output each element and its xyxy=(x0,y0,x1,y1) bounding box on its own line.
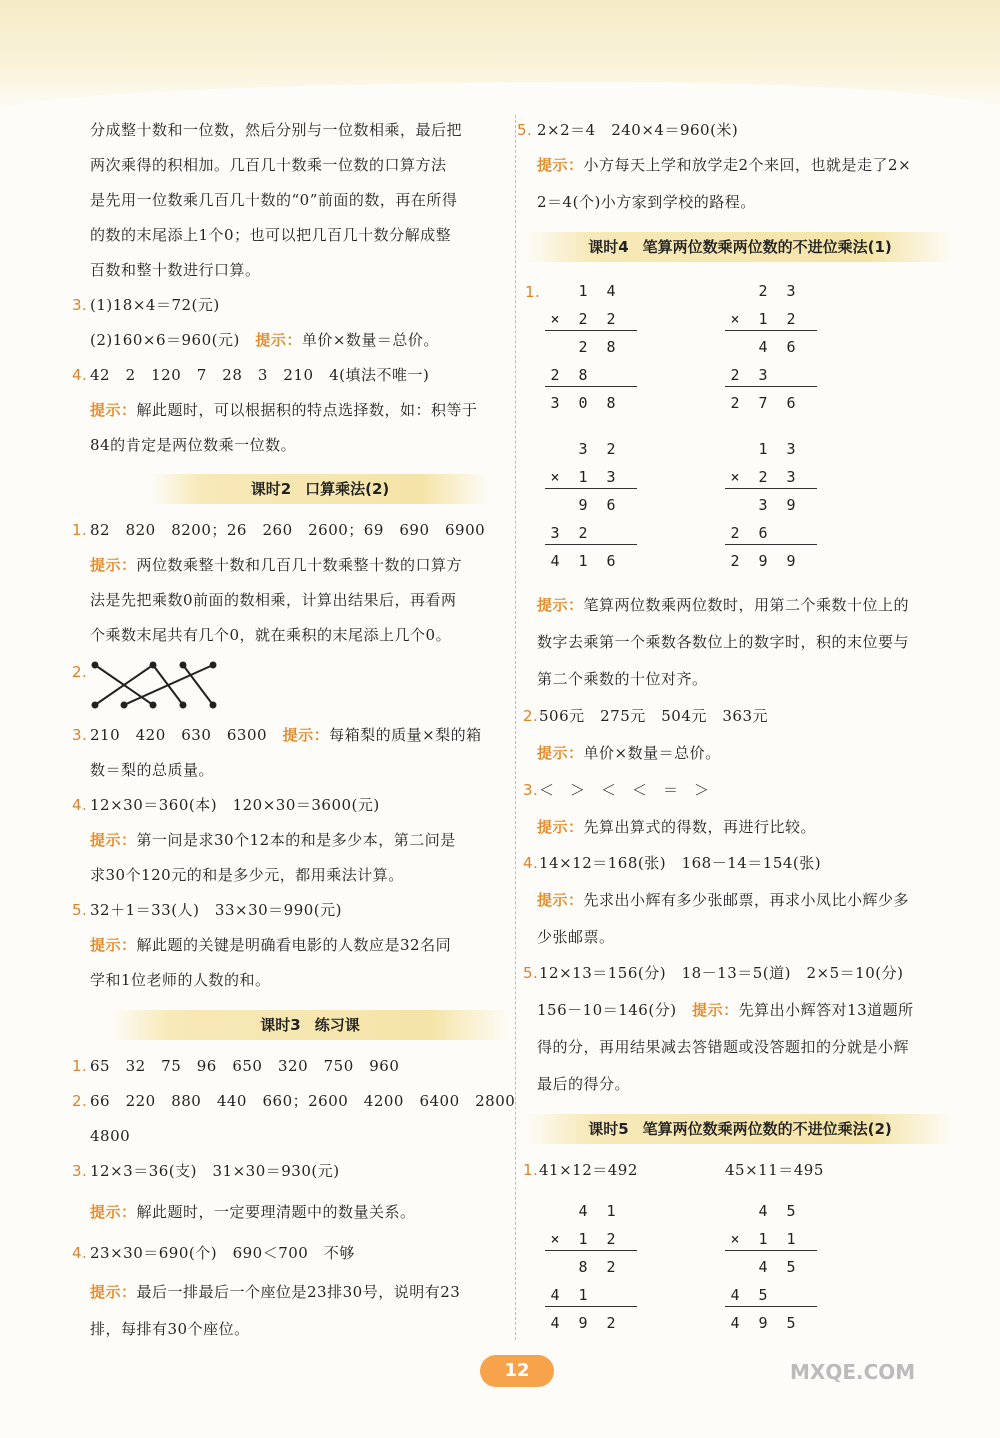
question-number: 5. xyxy=(72,901,88,919)
answer-line: 12×30＝360(本) 120×30＝3600(元) xyxy=(90,796,380,814)
tip-label: 提示： xyxy=(90,936,137,954)
vm-digit: 1 xyxy=(758,1230,768,1248)
vm-rule xyxy=(545,1250,637,1251)
vm-digit: 5 xyxy=(786,1202,796,1220)
vm-digit: 4 xyxy=(730,1314,740,1332)
vm-rule xyxy=(545,488,637,489)
tip-label: 提示： xyxy=(90,831,137,849)
vm-row xyxy=(545,496,635,516)
vm-digit: 2 xyxy=(758,282,768,300)
question-number: 4. xyxy=(523,854,539,872)
tip-text: 先求出小辉有多少张邮票，再求小凤比小辉少多 xyxy=(583,891,910,909)
question-number: 3. xyxy=(72,1162,88,1180)
vm-digit: 3 xyxy=(578,440,588,458)
matching-diagram xyxy=(90,660,220,710)
vm-digit: 3 xyxy=(786,440,796,458)
vm-row xyxy=(545,1314,635,1334)
tip-line: 第二个乘数的十位对齐。 xyxy=(537,670,708,688)
tip-line: 个乘数末尾共有几个0，就在乘积的末尾添上几个0。 xyxy=(90,626,452,644)
vm-row xyxy=(725,1286,815,1306)
tip-line xyxy=(90,1282,460,1302)
answer-line: 2×2＝4 240×4＝960(米) xyxy=(537,121,739,139)
vm-rule xyxy=(545,1306,637,1307)
vm-row xyxy=(545,282,635,302)
vm-digit: 6 xyxy=(786,338,796,356)
answer-line: 32＋1＝33(人) 33×30＝990(元) xyxy=(90,901,342,919)
vm-row xyxy=(725,468,815,488)
vm-row xyxy=(725,524,815,544)
vm-digit: 4 xyxy=(606,282,616,300)
vm-digit: 9 xyxy=(578,496,588,514)
answer-line: 14×12＝168(张) 168－14＝154(张) xyxy=(539,854,822,872)
lesson-heading xyxy=(525,232,955,262)
answer-line: 42 2 120 7 28 3 210 4(填法不唯一) xyxy=(90,366,430,384)
vm-digit: 0 xyxy=(578,394,588,412)
vm-digit: 6 xyxy=(606,496,616,514)
vm-digit: 4 xyxy=(758,1202,768,1220)
vm-digit: 5 xyxy=(786,1314,796,1332)
vm-digit: 4 xyxy=(758,338,768,356)
vm-digit: 2 xyxy=(730,524,740,542)
vm-row xyxy=(545,1258,635,1278)
tip-label: 提示： xyxy=(90,1203,137,1221)
vm-digit: 3 xyxy=(786,282,796,300)
vm-rule xyxy=(725,488,817,489)
tip-text: 先算出小辉答对13道题所 xyxy=(738,1001,914,1019)
tip-label: 提示： xyxy=(537,596,584,614)
vm-row xyxy=(725,496,815,516)
vm-digit: 2 xyxy=(578,338,588,356)
vm-rule xyxy=(725,1306,817,1307)
question-number: 3. xyxy=(72,726,88,744)
lesson-label: 课时2 xyxy=(250,480,292,498)
lesson-title: 练习课 xyxy=(314,1016,360,1034)
answer-line: 45×11＝495 xyxy=(725,1161,824,1179)
vm-digit: × xyxy=(550,468,560,486)
vm-row xyxy=(725,338,815,358)
tip-line xyxy=(537,743,721,763)
tip-text: 第一问是求30个12本的和是多少本，第二问是 xyxy=(136,831,456,849)
text-line: 的数的末尾添上1个0；也可以把几百几十数分解成整 xyxy=(90,226,452,244)
vm-rule xyxy=(725,544,817,545)
tip-label: 提示： xyxy=(90,556,137,574)
tip-label: 提示： xyxy=(255,331,302,349)
tip-label: 提示： xyxy=(90,1283,137,1301)
answer-line: 12×13＝156(分) 18－13＝5(道) 2×5＝10(分) xyxy=(539,964,904,982)
tip-line xyxy=(537,890,909,910)
vm-digit: 3 xyxy=(550,524,560,542)
tip-line: 得的分，再用结果减去答错题或没答题扣的分就是小辉 xyxy=(537,1038,910,1056)
tip-line xyxy=(90,555,462,575)
question-number: 4. xyxy=(72,366,88,384)
vm-digit: 8 xyxy=(578,1258,588,1276)
vm-digit: 2 xyxy=(606,1230,616,1248)
vm-rule xyxy=(545,544,637,545)
vm-rule xyxy=(725,386,817,387)
lesson-label: 课时4 xyxy=(588,238,629,256)
answer-text: 210 420 630 6300 xyxy=(90,726,268,744)
tip-line: 求30个120元的和是多少元，都用乘法计算。 xyxy=(90,866,404,884)
lesson-heading xyxy=(150,474,490,504)
vm-row xyxy=(725,282,815,302)
answer-line: 506元 275元 504元 363元 xyxy=(539,707,769,725)
vm-digit: 6 xyxy=(606,552,616,570)
vm-digit: 9 xyxy=(578,1314,588,1332)
tip-line: 数＝梨的总质量。 xyxy=(90,761,215,779)
question-number: 3. xyxy=(523,781,539,799)
vm-digit: 9 xyxy=(786,552,796,570)
answer-line: 23×30＝690(个) 690＜700 不够 xyxy=(90,1244,355,1262)
vm-digit: 3 xyxy=(550,394,560,412)
vm-digit: 1 xyxy=(578,1230,588,1248)
vm-digit: 5 xyxy=(758,1286,768,1304)
answer-line: (1)18×4＝72(元) xyxy=(90,296,220,314)
text-line: 是先用一位数乘几百几十数的“0”前面的数，再在所得 xyxy=(90,191,458,209)
vm-digit: × xyxy=(730,310,740,328)
vm-digit: 2 xyxy=(730,552,740,570)
vm-rule xyxy=(545,386,637,387)
tip-line: 数字去乘第一个乘数各数位上的数字时，积的末位要与 xyxy=(537,633,910,651)
vm-digit: 4 xyxy=(758,1258,768,1276)
tip-text: 最后一排最后一个座位是23排30号，说明有23 xyxy=(136,1283,461,1301)
tip-text: 解此题时，一定要理清题中的数量关系。 xyxy=(136,1203,416,1221)
answer-line xyxy=(537,1000,914,1020)
question-number: 2. xyxy=(72,1092,88,1110)
vm-digit: 1 xyxy=(786,1230,796,1248)
lesson-heading xyxy=(110,1010,510,1040)
vm-digit: 4 xyxy=(550,552,560,570)
vm-digit: × xyxy=(730,468,740,486)
question-number: 3. xyxy=(72,296,88,314)
vm-row xyxy=(545,468,635,488)
vm-row xyxy=(545,552,635,572)
vm-row xyxy=(725,1230,815,1250)
question-number: 1. xyxy=(72,1057,88,1075)
vm-row xyxy=(545,338,635,358)
tip-text: 单价×数量＝总价。 xyxy=(583,744,721,762)
tip-text: 笔算两位数乘两位数时，用第二个乘数十位上的 xyxy=(583,596,910,614)
vm-digit: 2 xyxy=(606,1314,616,1332)
vm-digit: 5 xyxy=(786,1258,796,1276)
tip-line: 2＝4(个)小方家到学校的路程。 xyxy=(537,193,756,211)
vm-row xyxy=(545,394,635,414)
vm-row xyxy=(545,310,635,330)
vm-row xyxy=(545,440,635,460)
tip-text: 单价×数量＝总价。 xyxy=(301,331,439,349)
tip-label: 提示： xyxy=(90,401,137,419)
vm-digit: 9 xyxy=(758,1314,768,1332)
vm-digit: × xyxy=(730,1230,740,1248)
vm-digit: 2 xyxy=(606,310,616,328)
tip-label: 提示： xyxy=(692,1001,739,1019)
header-banner xyxy=(0,0,1000,112)
vm-row xyxy=(725,394,815,414)
page-number: 12 xyxy=(480,1355,554,1387)
answer-line xyxy=(90,330,439,350)
vm-digit: 9 xyxy=(758,552,768,570)
tip-text: 小方每天上学和放学走2个来回，也就是走了2× xyxy=(583,156,912,174)
tip-line: 排，每排有30个座位。 xyxy=(90,1320,250,1338)
vm-digit: 4 xyxy=(550,1314,560,1332)
tip-label: 提示： xyxy=(537,818,584,836)
tip-line: 84的肯定是两位数乘一位数。 xyxy=(90,436,297,454)
answer-line: 66 220 880 440 660；2600 4200 6400 2800 xyxy=(90,1092,516,1110)
tip-line xyxy=(90,935,451,955)
vm-row xyxy=(725,552,815,572)
vm-digit: × xyxy=(550,1230,560,1248)
vm-digit: 1 xyxy=(578,282,588,300)
vm-digit: 1 xyxy=(758,440,768,458)
vm-digit: 6 xyxy=(758,524,768,542)
vm-digit: 2 xyxy=(578,310,588,328)
vm-digit: 2 xyxy=(786,310,796,328)
vm-digit: 2 xyxy=(550,366,560,384)
tip-label: 提示： xyxy=(537,156,584,174)
lesson-label: 课时3 xyxy=(260,1016,301,1034)
vm-digit: 2 xyxy=(606,440,616,458)
tip-line xyxy=(537,155,911,175)
vm-digit: 9 xyxy=(786,496,796,514)
vm-digit: 2 xyxy=(606,1258,616,1276)
answer-line: 12×3＝36(支) 31×30＝930(元) xyxy=(90,1162,340,1180)
vm-rule xyxy=(725,330,817,331)
tip-text: 解此题的关键是明确看电影的人数应是32名同 xyxy=(136,936,452,954)
text-line: 两次乘得的积相加。几百几十数乘一位数的口算方法 xyxy=(90,156,447,174)
tip-text: 解此题时，可以根据积的特点选择数，如：积等于 xyxy=(136,401,478,419)
vm-digit: 4 xyxy=(550,1286,560,1304)
vm-row xyxy=(545,366,635,386)
vm-digit: × xyxy=(550,310,560,328)
lesson-title: 笔算两位数乘两位数的不进位乘法(1) xyxy=(642,238,892,256)
vm-rule xyxy=(545,330,637,331)
column-divider xyxy=(515,115,516,1340)
tip-line xyxy=(90,400,478,420)
tip-line xyxy=(537,595,909,615)
answer-text: (2)160×6＝960(元) xyxy=(90,331,240,349)
vm-digit: 3 xyxy=(606,468,616,486)
answer-line: 41×12＝492 xyxy=(539,1161,638,1179)
tip-line: 法是先把乘数0前面的数相乘，计算出结果后，再看两 xyxy=(90,591,457,609)
lesson-label: 课时5 xyxy=(588,1120,629,1138)
question-number: 5. xyxy=(517,121,533,139)
answer-line: ＜ ＞ ＜ ＜ ＝ ＞ xyxy=(539,781,710,799)
vm-digit: 8 xyxy=(578,366,588,384)
vm-digit: 2 xyxy=(730,394,740,412)
tip-text: 两位数乘整十数和几百几十数乘整十数的口算方 xyxy=(136,556,463,574)
answer-line: 82 820 8200；26 260 2600；69 690 6900 xyxy=(90,521,486,539)
tip-label: 提示： xyxy=(282,726,330,744)
tip-line: 少张邮票。 xyxy=(537,928,615,946)
text-line: 分成整十数和一位数，然后分别与一位数相乘，最后把 xyxy=(90,121,463,139)
text-line: 百数和整十数进行口算。 xyxy=(90,261,261,279)
answer-line: 65 32 75 96 650 320 750 960 xyxy=(90,1057,400,1075)
vm-row xyxy=(545,1202,635,1222)
question-number: 1. xyxy=(72,521,88,539)
vm-row xyxy=(725,1314,815,1334)
vm-row xyxy=(545,1230,635,1250)
vm-digit: 1 xyxy=(578,468,588,486)
question-number: 2. xyxy=(523,707,539,725)
vm-digit: 4 xyxy=(730,1286,740,1304)
question-number: 4. xyxy=(72,796,88,814)
tip-label: 提示： xyxy=(537,744,584,762)
vm-digit: 2 xyxy=(578,524,588,542)
answer-text: 156－10＝146(分) xyxy=(537,1001,677,1019)
answer-line xyxy=(90,725,482,745)
lesson-title: 笔算两位数乘两位数的不进位乘法(2) xyxy=(642,1120,892,1138)
vm-row xyxy=(725,366,815,386)
vm-digit: 2 xyxy=(758,468,768,486)
vm-digit: 8 xyxy=(606,394,616,412)
answer-line: 4800 xyxy=(90,1127,131,1145)
tip-text: 每箱梨的质量×梨的箱 xyxy=(329,726,482,744)
vm-digit: 1 xyxy=(606,1202,616,1220)
vm-row xyxy=(725,1202,815,1222)
vm-digit: 1 xyxy=(578,552,588,570)
vm-digit: 2 xyxy=(730,366,740,384)
tip-line xyxy=(90,830,456,850)
vm-row xyxy=(545,1286,635,1306)
lesson-heading xyxy=(525,1114,955,1144)
vm-row xyxy=(725,310,815,330)
vm-digit: 3 xyxy=(758,496,768,514)
vm-row xyxy=(545,524,635,544)
tip-text: 先算出算式的得数，再进行比较。 xyxy=(583,818,817,836)
vm-digit: 4 xyxy=(578,1202,588,1220)
vm-digit: 1 xyxy=(578,1286,588,1304)
vm-digit: 3 xyxy=(786,468,796,486)
vm-digit: 8 xyxy=(606,338,616,356)
lesson-title: 口算乘法(2) xyxy=(305,480,390,498)
tip-label: 提示： xyxy=(537,891,584,909)
vm-digit: 6 xyxy=(786,394,796,412)
question-number: 2. xyxy=(72,663,88,681)
tip-line: 学和1位老师的人数的和。 xyxy=(90,971,271,989)
vm-row xyxy=(725,440,815,460)
question-number: 1. xyxy=(523,1161,539,1179)
question-number: 4. xyxy=(72,1244,88,1262)
vm-digit: 7 xyxy=(758,394,768,412)
vm-digit: 1 xyxy=(758,310,768,328)
tip-line: 最后的得分。 xyxy=(537,1075,631,1093)
watermark-logo: MXQE.COM xyxy=(790,1360,916,1384)
vm-digit: 3 xyxy=(758,366,768,384)
question-number: 5. xyxy=(523,964,539,982)
vm-row xyxy=(725,1258,815,1278)
tip-line xyxy=(90,1202,416,1222)
vm-rule xyxy=(725,1250,817,1251)
tip-line xyxy=(537,817,816,837)
question-number: 1. xyxy=(525,283,541,301)
